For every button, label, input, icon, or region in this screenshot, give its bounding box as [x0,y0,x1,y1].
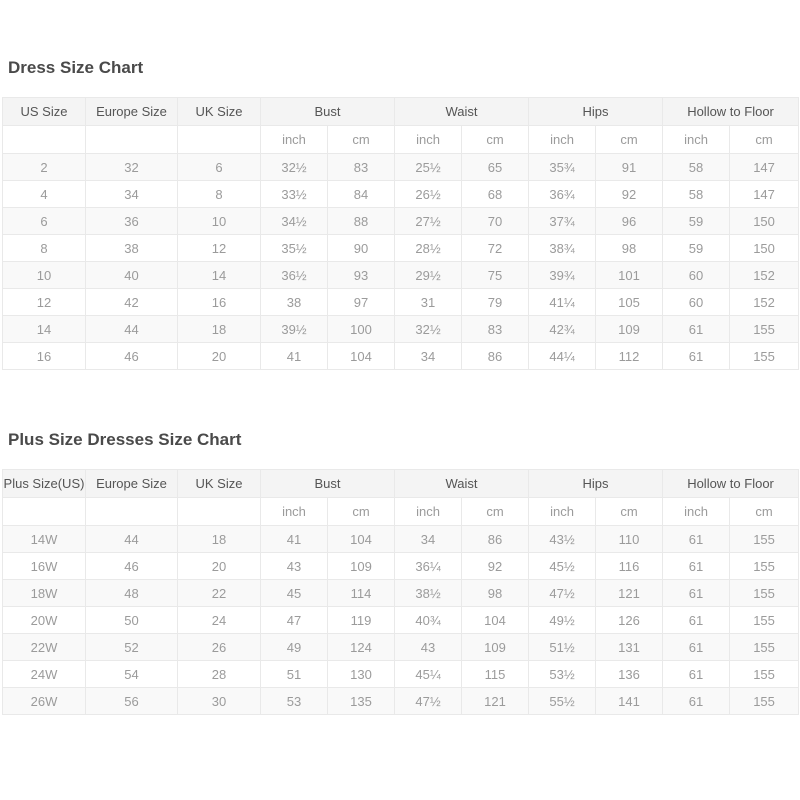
table-cell: 141 [596,688,663,715]
unit-header-inch: inch [663,126,730,154]
table-cell: 14W [3,526,86,553]
table-cell: 18W [3,580,86,607]
table-cell: 22 [178,580,261,607]
table-cell: 86 [462,343,529,370]
table-cell: 44¼ [529,343,596,370]
table-cell: 27½ [395,208,462,235]
column-header-bust: Bust [261,470,395,498]
table-cell: 44 [86,316,178,343]
table-cell: 115 [462,661,529,688]
table-cell: 155 [730,661,799,688]
table-cell: 46 [86,553,178,580]
table-cell: 47½ [529,580,596,607]
column-header-bust: Bust [261,98,395,126]
dress-size-table [2,97,799,370]
table-cell: 4 [3,181,86,208]
table-cell: 155 [730,316,799,343]
table-cell: 53½ [529,661,596,688]
unit-header-row [3,498,799,526]
column-header-waist: Waist [395,98,529,126]
table-cell: 68 [462,181,529,208]
table-cell: 24W [3,661,86,688]
table-cell: 96 [596,208,663,235]
dress-size-section [0,58,800,370]
unit-header-inch: inch [261,126,328,154]
table-cell: 18 [178,316,261,343]
column-header-plus-size-us: Plus Size(US) [3,470,86,498]
table-cell: 46 [86,343,178,370]
table-cell: 31 [395,289,462,316]
column-header-hips: Hips [529,470,663,498]
table-cell: 45¼ [395,661,462,688]
table-row [3,607,799,634]
table-cell: 29½ [395,262,462,289]
table-cell: 130 [328,661,395,688]
table-cell: 43½ [529,526,596,553]
table-cell: 49 [261,634,328,661]
table-row [3,553,799,580]
table-cell: 45 [261,580,328,607]
table-cell: 59 [663,208,730,235]
plus-size-table [2,469,799,715]
empty-header-cell [178,126,261,154]
table-cell: 92 [462,553,529,580]
table-cell: 61 [663,688,730,715]
table-row [3,580,799,607]
table-cell: 20 [178,553,261,580]
table-cell: 59 [663,235,730,262]
column-header-hollow-to-floor: Hollow to Floor [663,98,799,126]
table-cell: 16W [3,553,86,580]
table-cell: 61 [663,526,730,553]
table-cell: 55½ [529,688,596,715]
table-cell: 105 [596,289,663,316]
dress-size-chart-title: Dress Size Chart [8,58,144,77]
table-row [3,661,799,688]
table-cell: 2 [3,154,86,181]
table-cell: 49½ [529,607,596,634]
table-cell: 136 [596,661,663,688]
table-cell: 72 [462,235,529,262]
table-cell: 56 [86,688,178,715]
table-row [3,208,799,235]
header-row [3,470,799,498]
table-cell: 121 [596,580,663,607]
table-cell: 152 [730,289,799,316]
table-row [3,289,799,316]
table-cell: 28½ [395,235,462,262]
table-cell: 58 [663,154,730,181]
table-cell: 100 [328,316,395,343]
column-header-europe-size: Europe Size [86,470,178,498]
table-cell: 116 [596,553,663,580]
table-cell: 36¼ [395,553,462,580]
unit-header-inch: inch [529,498,596,526]
empty-header-cell [3,126,86,154]
table-cell: 131 [596,634,663,661]
table-cell: 93 [328,262,395,289]
column-header-us-size: US Size [3,98,86,126]
table-cell: 12 [178,235,261,262]
table-cell: 155 [730,580,799,607]
table-cell: 34½ [261,208,328,235]
table-cell: 37¾ [529,208,596,235]
table-cell: 61 [663,607,730,634]
table-cell: 38½ [395,580,462,607]
table-row [3,316,799,343]
table-cell: 35½ [261,235,328,262]
empty-header-cell [86,498,178,526]
table-cell: 84 [328,181,395,208]
table-cell: 41 [261,526,328,553]
table-cell: 42¾ [529,316,596,343]
unit-header-inch: inch [261,498,328,526]
table-cell: 16 [178,289,261,316]
table-cell: 110 [596,526,663,553]
column-header-waist: Waist [395,470,529,498]
table-cell: 26 [178,634,261,661]
table-cell: 32½ [261,154,328,181]
table-cell: 147 [730,181,799,208]
table-cell: 61 [663,553,730,580]
unit-header-cm: cm [462,126,529,154]
column-header-europe-size: Europe Size [86,98,178,126]
unit-header-row [3,126,799,154]
table-cell: 38¾ [529,235,596,262]
table-cell: 10 [3,262,86,289]
table-cell: 38 [261,289,328,316]
table-cell: 40 [86,262,178,289]
table-cell: 109 [596,316,663,343]
table-cell: 61 [663,634,730,661]
table-cell: 61 [663,580,730,607]
column-header-hollow-to-floor: Hollow to Floor [663,470,799,498]
table-cell: 51 [261,661,328,688]
unit-header-cm: cm [328,126,395,154]
table-cell: 88 [328,208,395,235]
table-cell: 43 [261,553,328,580]
unit-header-inch: inch [395,126,462,154]
table-row [3,634,799,661]
unit-header-inch: inch [663,498,730,526]
table-row [3,688,799,715]
unit-header-cm: cm [462,498,529,526]
column-header-uk-size: UK Size [178,470,261,498]
table-row [3,181,799,208]
table-cell: 10 [178,208,261,235]
table-cell: 114 [328,580,395,607]
table-cell: 30 [178,688,261,715]
table-cell: 104 [462,607,529,634]
table-cell: 6 [178,154,261,181]
table-cell: 32 [86,154,178,181]
table-cell: 47½ [395,688,462,715]
table-cell: 8 [3,235,86,262]
table-cell: 34 [395,343,462,370]
table-cell: 150 [730,208,799,235]
table-cell: 8 [178,181,261,208]
table-cell: 40¾ [395,607,462,634]
header-row [3,98,799,126]
table-cell: 79 [462,289,529,316]
table-row [3,235,799,262]
table-cell: 147 [730,154,799,181]
table-cell: 32½ [395,316,462,343]
table-cell: 61 [663,316,730,343]
table-cell: 47 [261,607,328,634]
table-cell: 18 [178,526,261,553]
table-cell: 70 [462,208,529,235]
table-cell: 20 [178,343,261,370]
table-cell: 150 [730,235,799,262]
table-cell: 152 [730,262,799,289]
table-cell: 50 [86,607,178,634]
table-cell: 41¼ [529,289,596,316]
table-cell: 45½ [529,553,596,580]
column-header-hips: Hips [529,98,663,126]
table-cell: 41 [261,343,328,370]
plus-size-chart-title: Plus Size Dresses Size Chart [8,430,242,449]
unit-header-cm: cm [596,498,663,526]
table-cell: 155 [730,553,799,580]
unit-header-inch: inch [395,498,462,526]
table-cell: 28 [178,661,261,688]
table-cell: 22W [3,634,86,661]
table-cell: 60 [663,262,730,289]
table-cell: 39½ [261,316,328,343]
table-row [3,343,799,370]
table-cell: 104 [328,343,395,370]
table-cell: 61 [663,661,730,688]
table-cell: 61 [663,343,730,370]
table-cell: 51½ [529,634,596,661]
table-cell: 53 [261,688,328,715]
table-cell: 54 [86,661,178,688]
table-cell: 92 [596,181,663,208]
table-cell: 36½ [261,262,328,289]
table-cell: 65 [462,154,529,181]
table-cell: 112 [596,343,663,370]
table-cell: 43 [395,634,462,661]
table-cell: 33½ [261,181,328,208]
table-cell: 38 [86,235,178,262]
table-cell: 83 [328,154,395,181]
size-chart-page [0,58,800,715]
table-cell: 98 [462,580,529,607]
table-cell: 6 [3,208,86,235]
unit-header-inch: inch [529,126,596,154]
empty-header-cell [178,498,261,526]
table-cell: 126 [596,607,663,634]
table-cell: 155 [730,688,799,715]
table-cell: 90 [328,235,395,262]
table-cell: 86 [462,526,529,553]
table-cell: 44 [86,526,178,553]
table-cell: 101 [596,262,663,289]
table-row [3,154,799,181]
table-cell: 34 [86,181,178,208]
table-cell: 14 [3,316,86,343]
table-cell: 25½ [395,154,462,181]
table-cell: 75 [462,262,529,289]
column-header-uk-size: UK Size [178,98,261,126]
table-cell: 48 [86,580,178,607]
table-cell: 34 [395,526,462,553]
table-cell: 121 [462,688,529,715]
empty-header-cell [3,498,86,526]
table-cell: 104 [328,526,395,553]
table-cell: 109 [328,553,395,580]
table-cell: 26½ [395,181,462,208]
table-cell: 109 [462,634,529,661]
table-cell: 52 [86,634,178,661]
table-cell: 12 [3,289,86,316]
table-cell: 36 [86,208,178,235]
table-cell: 155 [730,607,799,634]
table-cell: 42 [86,289,178,316]
table-cell: 155 [730,634,799,661]
table-row [3,262,799,289]
table-cell: 35¾ [529,154,596,181]
table-cell: 91 [596,154,663,181]
table-cell: 83 [462,316,529,343]
unit-header-cm: cm [730,126,799,154]
table-cell: 60 [663,289,730,316]
empty-header-cell [86,126,178,154]
table-cell: 155 [730,526,799,553]
table-cell: 39¾ [529,262,596,289]
plus-size-section [0,430,800,715]
table-cell: 98 [596,235,663,262]
unit-header-cm: cm [596,126,663,154]
table-cell: 155 [730,343,799,370]
table-cell: 124 [328,634,395,661]
table-cell: 97 [328,289,395,316]
unit-header-cm: cm [730,498,799,526]
table-cell: 20W [3,607,86,634]
table-cell: 16 [3,343,86,370]
table-cell: 36¾ [529,181,596,208]
table-cell: 24 [178,607,261,634]
table-cell: 135 [328,688,395,715]
table-cell: 26W [3,688,86,715]
table-cell: 58 [663,181,730,208]
table-cell: 119 [328,607,395,634]
unit-header-cm: cm [328,498,395,526]
table-row [3,526,799,553]
table-cell: 14 [178,262,261,289]
